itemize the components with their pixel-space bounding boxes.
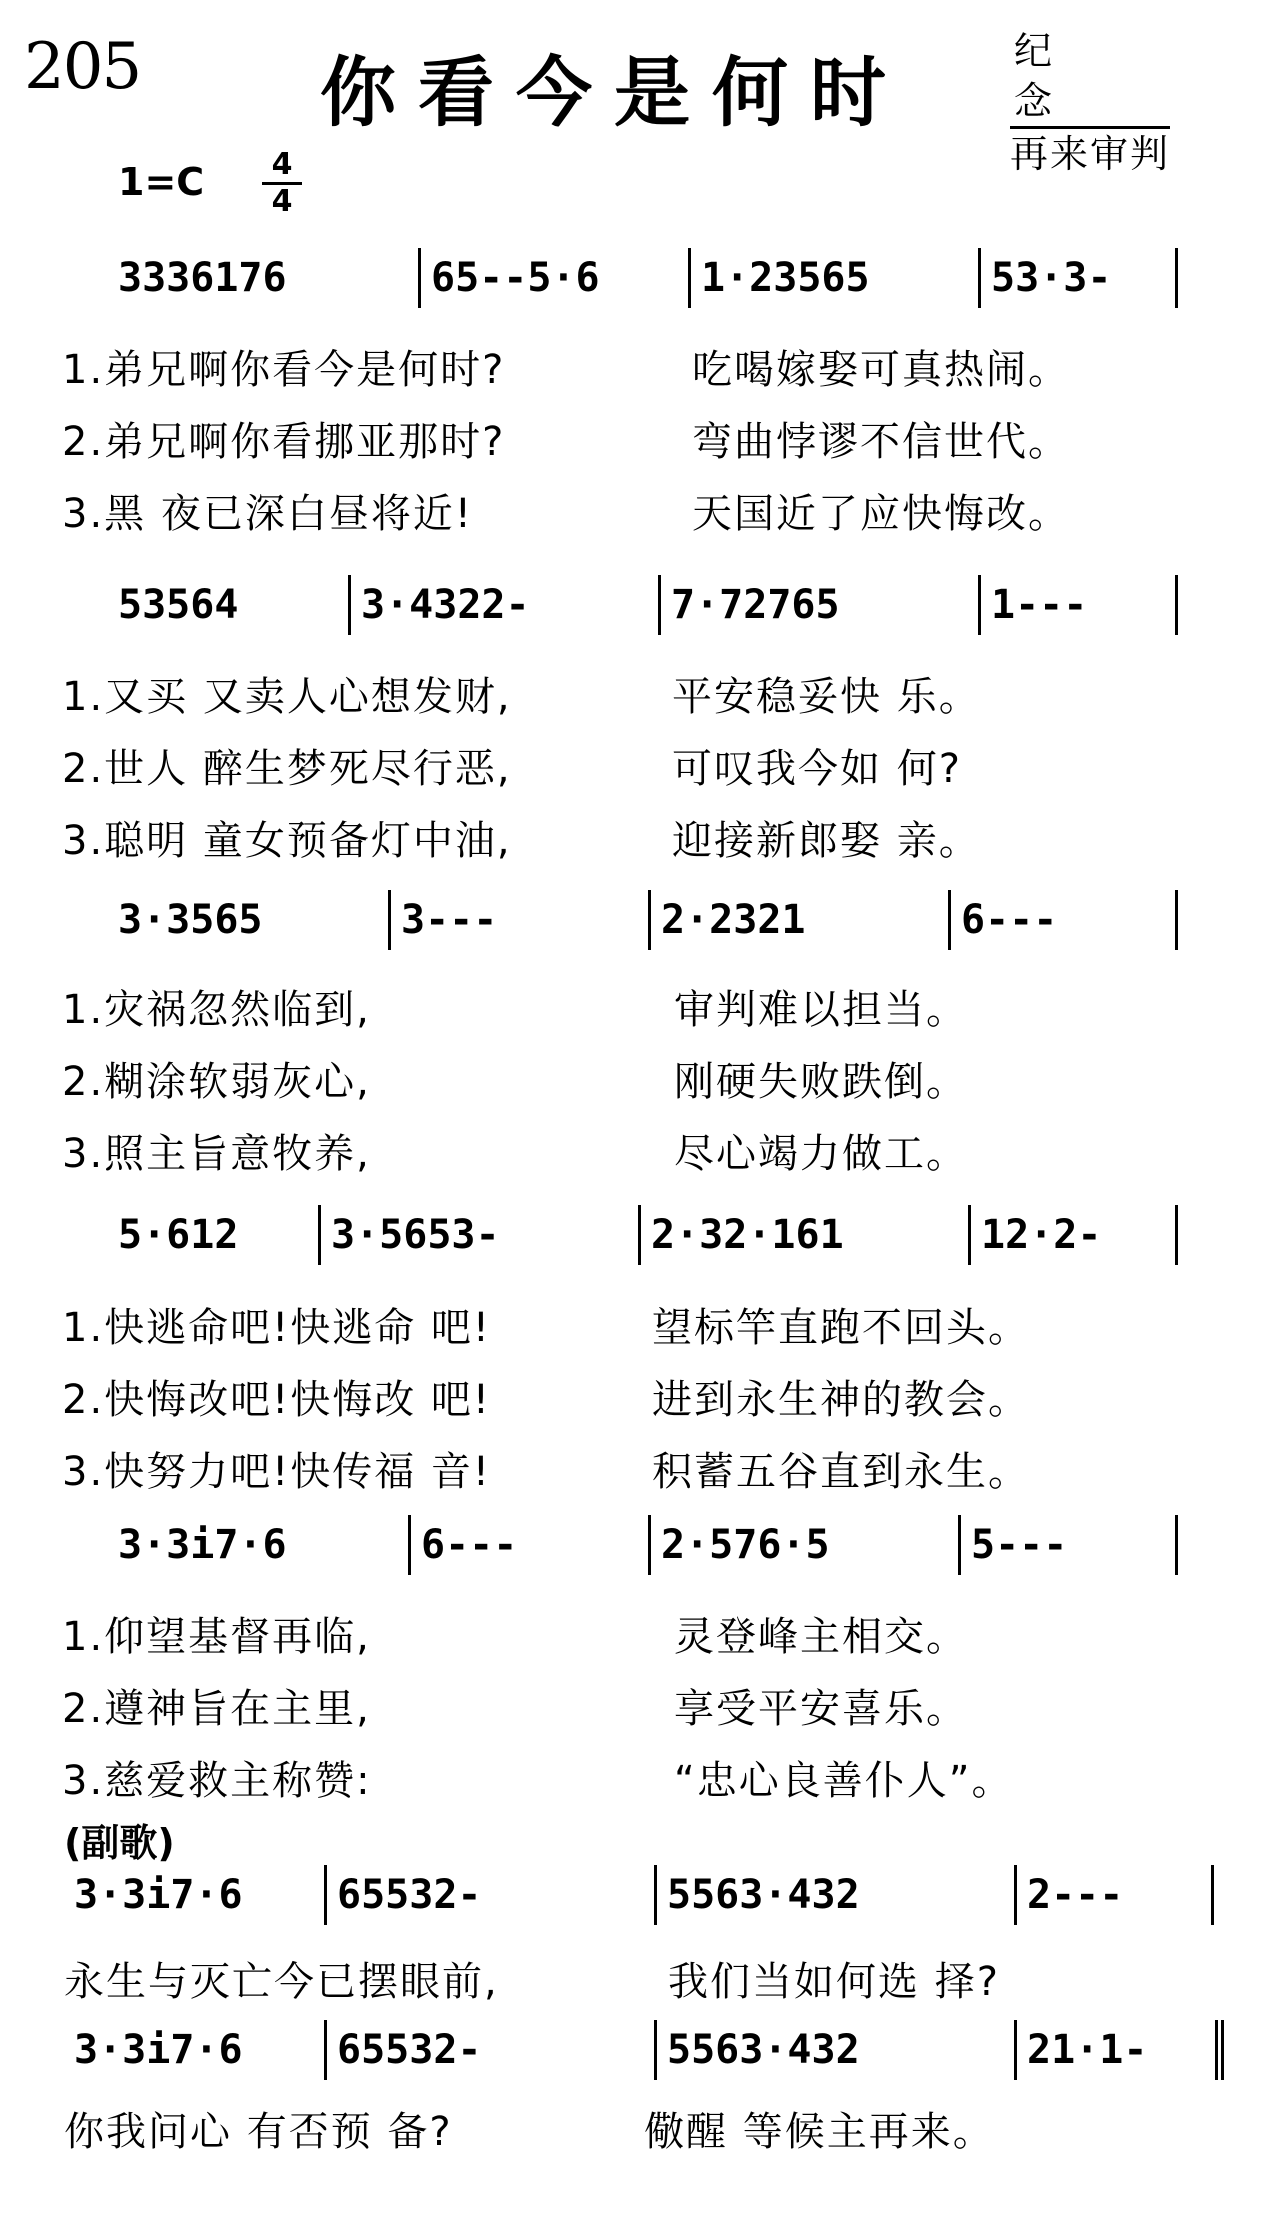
lyric-phrase: “忠心良善仆人”。 bbox=[674, 1758, 1014, 1804]
key-signature: 1=C bbox=[118, 160, 205, 204]
lyric-phrase: 2.弟兄啊你看挪亚那时? bbox=[62, 419, 506, 465]
lyric-phrase: 3.慈爱救主称赞: bbox=[62, 1758, 372, 1804]
chorus-label: (副歌) bbox=[64, 1821, 175, 1865]
measure: 3--- bbox=[388, 890, 648, 950]
measure: 7·72765 bbox=[658, 575, 978, 635]
lyric-phrase: 迎接新郎娶 亲。 bbox=[672, 818, 981, 864]
measure: 3·5653- bbox=[318, 1205, 638, 1265]
hymn-title: 你看今是何时 bbox=[320, 48, 908, 137]
lyric-phrase: 进到永生神的教会。 bbox=[652, 1377, 1030, 1423]
lyric-phrase: 儆醒 等候主再来。 bbox=[644, 2109, 995, 2155]
measure: 1·23565 bbox=[688, 248, 978, 308]
lyric-phrase: 我们当如何选 择? bbox=[668, 1959, 1000, 2005]
notation-line bbox=[108, 1205, 1178, 1265]
lyric-phrase: 1.又买 又卖人心想发财, bbox=[62, 674, 512, 720]
lyric-phrase: 刚硬失败跌倒。 bbox=[674, 1059, 968, 1105]
measure: 65532- bbox=[324, 2020, 654, 2080]
measure: 3336176 bbox=[118, 255, 287, 301]
lyric-phrase: 1.仰望基督再临, bbox=[62, 1614, 371, 1660]
measure: 65532- bbox=[324, 1865, 654, 1925]
measure: 6--- bbox=[948, 890, 1178, 950]
measure: 5--- bbox=[958, 1515, 1178, 1575]
lyric-phrase: 天国近了应快悔改。 bbox=[692, 491, 1070, 537]
lyric-phrase: 3.黑 夜已深白昼将近! bbox=[62, 491, 473, 537]
measure: 3·4322- bbox=[348, 575, 658, 635]
measure: 21·1- bbox=[1014, 2020, 1224, 2080]
lyric-phrase: 1.灾祸忽然临到, bbox=[62, 987, 371, 1033]
hymn-category bbox=[1010, 26, 1170, 179]
measure: 53·3- bbox=[978, 248, 1178, 308]
lyric-phrase: 3.照主旨意牧养, bbox=[62, 1131, 371, 1177]
lyric-phrase: 弯曲悖谬不信世代。 bbox=[692, 419, 1070, 465]
measure: 3·3i7·6 bbox=[74, 1872, 243, 1918]
measure: 5·612 bbox=[118, 1212, 239, 1258]
lyric-phrase: 3.聪明 童女预备灯中油, bbox=[62, 818, 512, 864]
measure: 3·3565 bbox=[118, 897, 263, 943]
category-line-2: 再来审判 bbox=[1010, 132, 1171, 176]
meter-denominator: 4 bbox=[271, 184, 293, 219]
lyric-phrase: 3.快努力吧!快传福 音! bbox=[62, 1449, 491, 1495]
notation-line bbox=[64, 2020, 1224, 2080]
measure: 5563·432 bbox=[654, 1865, 1014, 1925]
notation-line bbox=[64, 1865, 1214, 1925]
lyric-phrase: 2.糊涂软弱灰心, bbox=[62, 1059, 371, 1105]
measure: 3·3i7·6 bbox=[74, 2027, 243, 2073]
measure: 65--5·6 bbox=[418, 248, 688, 308]
lyric-phrase: 你我问心 有否预 备? bbox=[64, 2109, 453, 2155]
lyric-phrase: 审判难以担当。 bbox=[674, 987, 968, 1033]
notation-line bbox=[108, 248, 1178, 308]
lyric-phrase: 平安稳妥快 乐。 bbox=[672, 674, 981, 720]
notation-line bbox=[108, 1515, 1178, 1575]
lyric-phrase: 永生与灭亡今已摆眼前, bbox=[64, 1959, 499, 2005]
measure: 1--- bbox=[978, 575, 1178, 635]
lyric-phrase: 2.世人 醉生梦死尽行恶, bbox=[62, 746, 512, 792]
measure: 2--- bbox=[1014, 1865, 1214, 1925]
measure: 2·32·161 bbox=[638, 1205, 968, 1265]
lyric-phrase: 可叹我今如 何? bbox=[672, 746, 962, 792]
lyric-phrase: 1.快逃命吧!快逃命 吧! bbox=[62, 1305, 491, 1351]
lyric-phrase: 1.弟兄啊你看今是何时? bbox=[62, 347, 506, 393]
time-signature bbox=[262, 148, 302, 219]
measure: 53564 bbox=[118, 582, 239, 628]
measure: 5563·432 bbox=[654, 2020, 1014, 2080]
category-line-1: 纪念 bbox=[1010, 26, 1170, 129]
lyric-phrase: 灵登峰主相交。 bbox=[674, 1614, 968, 1660]
lyric-phrase: 2.快悔改吧!快悔改 吧! bbox=[62, 1377, 491, 1423]
hymn-number: 205 bbox=[24, 30, 141, 104]
measure: 2·576·5 bbox=[648, 1515, 958, 1575]
notation-line bbox=[108, 890, 1178, 950]
measure: 12·2- bbox=[968, 1205, 1178, 1265]
lyric-phrase: 2.遵神旨在主里, bbox=[62, 1686, 371, 1732]
measure: 3·3i7·6 bbox=[118, 1522, 287, 1568]
measure: 2·2321 bbox=[648, 890, 948, 950]
meter-numerator: 4 bbox=[262, 148, 302, 185]
measure: 6--- bbox=[408, 1515, 648, 1575]
lyric-phrase: 吃喝嫁娶可真热闹。 bbox=[692, 347, 1070, 393]
lyric-phrase: 积蓄五谷直到永生。 bbox=[652, 1449, 1030, 1495]
lyric-phrase: 望标竿直跑不回头。 bbox=[652, 1305, 1030, 1351]
lyric-phrase: 享受平安喜乐。 bbox=[674, 1686, 968, 1732]
lyric-line bbox=[64, 2100, 995, 2238]
lyric-phrase: 尽心竭力做工。 bbox=[674, 1131, 968, 1177]
notation-line bbox=[108, 575, 1178, 635]
